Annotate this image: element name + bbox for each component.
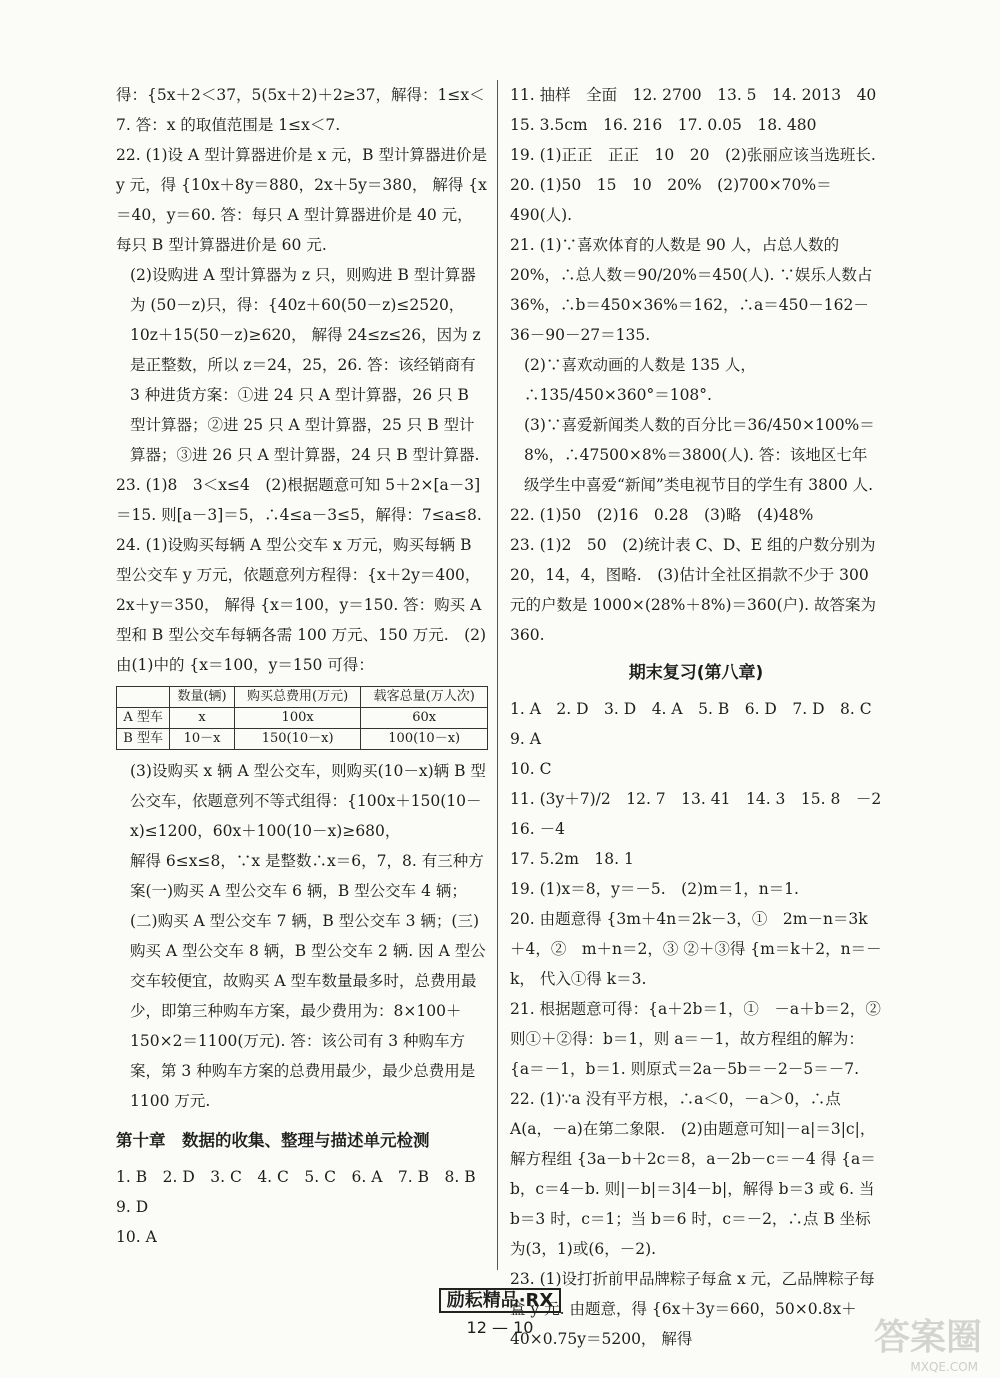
- answer-item: (2)∵喜欢动画的人数是 135 人，∴135/450×360°＝108°.: [524, 356, 756, 404]
- answer-item: 20. 由题意得 {3m＋4n＝2k－3，① 2m－n＝3k＋4，② m＋n＝2，③ ②＋③得 {m＝k＋2，n＝－k， 代入①得 k＝3.: [510, 910, 882, 988]
- table-cell: 100(10－x): [361, 729, 488, 750]
- brand-footer: [0, 1286, 1000, 1312]
- answer-line: 10. C: [510, 760, 552, 778]
- table-header-row: [117, 687, 488, 708]
- answer-item: 19. (1)x＝8，y＝－5. (2)m＝1，n＝1.: [510, 880, 799, 898]
- answer-line: 1. A 2. D 3. D 4. A 5. B 6. D 7. D 8. C 9. A: [510, 700, 888, 748]
- answer-item: 20. (1)50 15 10 20% (2)700×70%＝490(人).: [510, 176, 832, 224]
- table-cell: 100x: [234, 708, 361, 729]
- table-cell: 10－x: [170, 729, 235, 750]
- table-cell: 数量(辆): [170, 687, 235, 708]
- answer-item: 解得 6≤x≤8，∵x 是整数∴x＝6，7，8. 有三种方案(一)购买 A 型公交车 6 辆，B 型公交车 4 辆；(二)购买 A 型公交车 7 辆，B 型公交车 3 辆；(三)购买 A 型公交车 8 辆，B 型公交车 2 辆. 因 A 型公交车较便宜，故购买 A 型车数量最多时，总费用最少，即第三种购车方案，最少费用为：8×100＋150×2＝1100(万元). 答：该公司有 3 种购车方案，第 3 种购车方案的总费用最少，最少总费用是 1100 万元.: [130, 852, 486, 1110]
- answer-item: 22. (1)50 (2)16 0.28 (3)略 (4)48%: [510, 506, 814, 524]
- answer-item: (2)设购进 A 型计算器为 z 只，则购进 B 型计算器为 (50－z)只，得：{40z＋60(50－z)≤2520，10z＋15(50－z)≥620， 解得 24≤z≤26，因为 z 是正整数，所以 z＝24，25，26. 答：该经销商有 3 种进货方案：①进 24 只 A 型计算器，26 只 B 型计算器；②进 25 只 A 型计算器，25 只 B 型计算器；③进 26 只 A 型计算器，24 只 B 型计算器.: [130, 266, 481, 464]
- answer-item: 21. (1)∵喜欢体育的人数是 90 人，占总人数的 20%，∴总人数＝90/20%＝450(人). ∵娱乐人数占 36%，∴b＝450×36%＝162，∴a＝450－162－36－90－27＝135.: [510, 236, 873, 344]
- answer-item: 11. (3y＋7)/2 12. 7 13. 41 14. 3 15. 8 －2 16. －4: [510, 790, 897, 838]
- table-cell: 150(10－x): [234, 729, 361, 750]
- table-cell: 载客总量(万人次): [361, 687, 488, 708]
- right-column: [510, 80, 897, 1354]
- table-cell: 购买总费用(万元): [234, 687, 361, 708]
- answer-item: 22. (1)设 A 型计算器进价是 x 元，B 型计算器进价是 y 元，得 {10x＋8y＝880，2x＋5y＝380， 解得 {x＝40，y＝60. 答：每只 A 型计算器进价是 40 元，每只 B 型计算器进价是 60 元.: [116, 146, 487, 254]
- chapter-title: 第十章 数据的收集、整理与描述单元检测: [116, 1131, 430, 1150]
- answer-item: 23. (1)8 3＜x≤4 (2)根据题意可知 5＋2×[a－3]＝15. 则[a－3]＝5，∴4≤a－3≤5，解得：7≤a≤8.: [116, 476, 482, 524]
- brand-label: 励耘精品·RX: [439, 1288, 562, 1313]
- answer-item: 19. (1)正正 正正 10 20 (2)张丽应该当选班长.: [510, 146, 876, 164]
- left-column: [116, 80, 492, 1252]
- answer-item: 11. 抽样 全面 12. 2700 13. 5 14. 2013 40: [510, 86, 877, 104]
- watermark-logo: 答案圈: [873, 1317, 982, 1358]
- answer-line: 10. A: [116, 1228, 157, 1246]
- answer-line: 1. B 2. D 3. C 4. C 5. C 6. A 7. B 8. B 9. D: [116, 1168, 492, 1216]
- answer-item: 15. 3.5cm 16. 216 17. 0.05 18. 480: [510, 116, 817, 134]
- answer-item: (3)∵喜爱新闻类人数的百分比＝36/450×100%＝8%，∴47500×8%＝3800(人). 答：该地区七年级学生中喜爱“新闻”类电视节目的学生有 3800 人.: [524, 416, 875, 494]
- table-row: [117, 729, 488, 750]
- answer-item: (3)设购买 x 辆 A 型公交车，则购买(10－x)辆 B 型公交车，依题意列不等式组得：{100x＋150(10－x)≤1200，60x＋100(10－x)≥680，: [130, 762, 486, 840]
- answer-item: 23. (1)设打折前甲品牌粽子每盒 x 元，乙品牌粽子每盒 y 元. 由题意，得 {6x＋3y＝660，50×0.8x＋40×0.75y＝5200， 解得: [510, 1270, 875, 1348]
- section-title: 期末复习(第八章): [628, 663, 764, 683]
- bus-table: [116, 686, 488, 750]
- answer-item: 24. (1)设购买每辆 A 型公交车 x 万元，购买每辆 B 型公交车 y 万元，依题意列方程得：{x＋2y＝400，2x＋y＝350， 解得 {x＝100，y＝150. 答：购买 A 型和 B 型公交车每辆各需 100 万元、150 万元. (2)由(1)中的 {x＝100，y＝150 可得：: [116, 536, 487, 674]
- table-cell: [117, 687, 170, 708]
- watermark-url: MXQE.COM: [910, 1360, 978, 1374]
- table-cell: x: [170, 708, 235, 729]
- column-divider: [497, 80, 498, 1270]
- answer-item: 22. (1)∵a 没有平方根，∴a＜0，－a＞0，∴点 A(a，－a)在第二象限. (2)由题意可知|－a|＝3|c|，解方程组 {3a－b＋2c＝8，a－2b－c＝－4 得 {a＝b，c＝4－b. 则|－b|＝3|4－b|，解得 b＝3 或 6. 当 b＝3 时，c＝1；当 b＝6 时，c＝－2，∴点 B 坐标为(3，1)或(6，－2).: [510, 1090, 876, 1258]
- table-row: [117, 708, 488, 729]
- answer-item: 21. 根据题意可得：{a＋2b＝1，① －a＋b＝2，② 则①＋②得：b＝1，则 a＝－1，故方程组的解为：{a＝－1，b＝1. 则原式＝2a－5b＝－2－5＝－7.: [510, 1000, 881, 1078]
- table-cell: B 型车: [117, 729, 170, 750]
- table-cell: 60x: [361, 708, 488, 729]
- answer-item: 23. (1)2 50 (2)统计表 C、D、E 组的户数分别为 20，14，4，图略. (3)估计全社区捐款不少于 300 元的户数是 1000×(28%＋8%)＝360(户). 故答案为 360.: [510, 536, 877, 644]
- table-cell: A 型车: [117, 708, 170, 729]
- answer-item: 17. 5.2m 18. 1: [510, 850, 634, 868]
- page-number: 12 — 10: [466, 1318, 534, 1337]
- answer-item: 得：{5x＋2＜37，5(5x＋2)＋2≥37，解得：1≤x＜7. 答：x 的取值范围是 1≤x＜7.: [116, 86, 485, 134]
